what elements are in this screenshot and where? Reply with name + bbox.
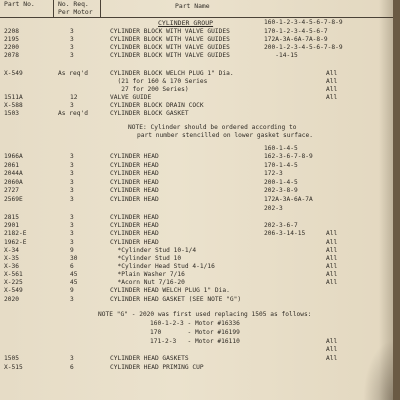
motor-models: 170-1-4-5 — [264, 162, 298, 169]
part-name: CYLINDER HEAD — [110, 214, 159, 221]
part-number: 2020 — [4, 296, 19, 303]
motor-models: 202-3 — [264, 205, 283, 212]
part-name: CYLINDER BLOCK WELCH PLUG 1" Dia. — [110, 70, 234, 77]
part-name: CYLINDER HEAD — [110, 170, 159, 177]
qty-per-motor: As req'd — [58, 110, 88, 117]
part-name: CYLINDER HEAD — [110, 239, 159, 246]
motor-models: -14-15 — [264, 52, 298, 59]
part-name: CYLINDER BLOCK WITH VALVE GUIDES — [110, 44, 230, 51]
motor-models: 172-3 — [264, 170, 283, 177]
part-name: CYLINDER HEAD — [110, 179, 159, 186]
part-number: 2569E — [4, 196, 23, 203]
page-edge-shadow — [363, 340, 393, 400]
qty-per-motor: 9 — [70, 247, 74, 254]
applies-to: All — [326, 94, 338, 101]
part-name: *Acorn Nut 7/16-20 — [110, 279, 185, 286]
qty-per-motor: 3 — [70, 102, 74, 109]
part-name: 27 for 200 Series) — [110, 86, 189, 93]
part-number: X-515 — [4, 364, 23, 371]
motor-models: 160-1-4-5 — [264, 145, 298, 152]
part-name: CYLINDER HEAD — [110, 230, 159, 237]
applies-to: All — [326, 255, 338, 262]
qty-per-motor: 3 — [70, 28, 74, 35]
part-name: CYLINDER HEAD — [110, 162, 159, 169]
note-text: 160-1-2-3 - Motor #16336 — [150, 320, 240, 327]
part-number: 1505 — [4, 355, 19, 362]
qty-per-motor: 3 — [70, 296, 74, 303]
qty-per-motor: 3 — [70, 214, 74, 221]
motor-models: 200-1-4-5 — [264, 179, 298, 186]
qty-per-motor: 6 — [70, 364, 74, 371]
qty-per-motor: 3 — [70, 36, 74, 43]
header-part-name: Part Name — [175, 2, 210, 10]
qty-per-motor: 9 — [70, 287, 74, 294]
motor-models: 202-3-6-7 — [264, 222, 298, 229]
motor-models: 170-1-2-3-4-5-6-7 — [264, 28, 328, 35]
note-text: NOTE: Cylinder should be ordered according to — [128, 124, 297, 131]
part-number: 2815 — [4, 214, 19, 221]
part-name: CYLINDER HEAD — [110, 222, 159, 229]
part-name: CYLINDER BLOCK WITH VALVE GUIDES — [110, 28, 230, 35]
part-name: *Cylinder Stud 10-1/4 — [110, 247, 197, 254]
qty-per-motor: As req'd — [58, 70, 88, 77]
group-title: CYLINDER GROUP — [158, 19, 214, 27]
part-name: CYLINDER HEAD PRIMING CUP — [110, 364, 204, 371]
part-number: X-561 — [4, 271, 23, 278]
part-number: 2200 — [4, 44, 19, 51]
motor-models: 162-3-6-7-8-9 — [264, 153, 313, 160]
part-name: CYLINDER HEAD — [110, 187, 159, 194]
qty-per-motor: 45 — [70, 279, 78, 286]
part-number: 2208 — [4, 28, 19, 35]
applies-to: All — [326, 78, 338, 85]
applies-to: All — [326, 355, 338, 362]
part-number: 2060A — [4, 179, 23, 186]
applies-to: All — [326, 338, 338, 345]
motor-models: 160-1-2-3-4-5-6-7-8-9 — [264, 19, 343, 26]
part-number: 2901 — [4, 222, 19, 229]
part-number: X-34 — [4, 247, 19, 254]
qty-per-motor: 3 — [70, 187, 74, 194]
part-name: CYLINDER HEAD GASKETS — [110, 355, 189, 362]
qty-per-motor: 3 — [70, 179, 74, 186]
part-name: CYLINDER BLOCK WITH VALVE GUIDES — [110, 36, 230, 43]
applies-to: All — [326, 279, 338, 286]
part-name: CYLINDER HEAD — [110, 196, 159, 203]
header-part-no: Part No. — [4, 0, 35, 8]
note-text: 170 - Motor #16199 — [150, 329, 240, 336]
part-name: CYLINDER HEAD WELCH PLUG 1" Dia. — [110, 287, 230, 294]
part-number: X-588 — [4, 102, 23, 109]
part-name: VALVE GUIDE — [110, 94, 152, 101]
note-text: part number stencilled on lower gasket surface. — [137, 132, 314, 139]
qty-per-motor: 3 — [70, 239, 74, 246]
motor-models: 172A-3A-6A-7A-8-9 — [264, 36, 328, 43]
part-number: 2044A — [4, 170, 23, 177]
motor-models: 202-3-8-9 — [264, 187, 298, 194]
qty-per-motor: 45 — [70, 271, 78, 278]
qty-per-motor: 30 — [70, 255, 78, 262]
part-number: 1503 — [4, 110, 19, 117]
qty-per-motor: 3 — [70, 355, 74, 362]
qty-per-motor: 3 — [70, 196, 74, 203]
part-number: X-549 — [4, 287, 23, 294]
motor-models: 172A-3A-6A-7A — [264, 196, 313, 203]
note-text: 171-2-3 - Motor #16110 — [150, 338, 240, 345]
qty-per-motor: 3 — [70, 170, 74, 177]
part-number: 2727 — [4, 187, 19, 194]
qty-per-motor: 3 — [70, 162, 74, 169]
header-qty-line2: Per Motor — [58, 8, 93, 16]
note-text: NOTE "G" - 2020 was first used replacing 1505 as follows: — [98, 311, 312, 318]
part-number: 2182-E — [4, 230, 27, 237]
part-number: X-35 — [4, 255, 19, 262]
applies-to: All — [326, 86, 338, 93]
qty-per-motor: 3 — [70, 44, 74, 51]
part-name: CYLINDER BLOCK DRAIN COCK — [110, 102, 204, 109]
part-name: *Cylinder Head Stud 4-1/16 — [110, 263, 215, 270]
part-number: 2061 — [4, 162, 19, 169]
applies-to: All — [326, 230, 338, 237]
part-name: CYLINDER BLOCK GASKET — [110, 110, 189, 117]
qty-per-motor: 6 — [70, 263, 74, 270]
part-name: (21 for 160 & 170 Series — [110, 78, 208, 85]
header-qty-line1: No. Req. — [58, 0, 89, 8]
part-number: 1966A — [4, 153, 23, 160]
part-number: X-549 — [4, 70, 23, 77]
applies-to: All — [326, 239, 338, 246]
part-name: CYLINDER BLOCK WITH VALVE GUIDES — [110, 52, 230, 59]
motor-models: 200-1-2-3-4-5-6-7-8-9 — [264, 44, 343, 51]
qty-per-motor: 3 — [70, 52, 74, 59]
qty-per-motor: 3 — [70, 222, 74, 229]
applies-to: All — [326, 70, 338, 77]
qty-per-motor: 3 — [70, 230, 74, 237]
qty-per-motor: 3 — [70, 153, 74, 160]
part-name: *Cylinder Stud 10 — [110, 255, 182, 262]
motor-models: 206-3-14-15 — [264, 230, 306, 237]
part-name: *Plain Washer 7/16 — [110, 271, 185, 278]
part-number: X-225 — [4, 279, 23, 286]
applies-to: All — [326, 346, 338, 353]
part-name: CYLINDER HEAD — [110, 153, 159, 160]
part-number: 2195 — [4, 36, 19, 43]
qty-per-motor: 12 — [70, 94, 78, 101]
part-number: X-36 — [4, 263, 19, 270]
part-name: CYLINDER HEAD GASKET (SEE NOTE "G") — [110, 296, 242, 303]
part-number: 1962-E — [4, 239, 27, 246]
applies-to: All — [326, 263, 338, 270]
part-number: 1511A — [4, 94, 23, 101]
applies-to: All — [326, 247, 338, 254]
applies-to: All — [326, 271, 338, 278]
part-number: 2078 — [4, 52, 19, 59]
